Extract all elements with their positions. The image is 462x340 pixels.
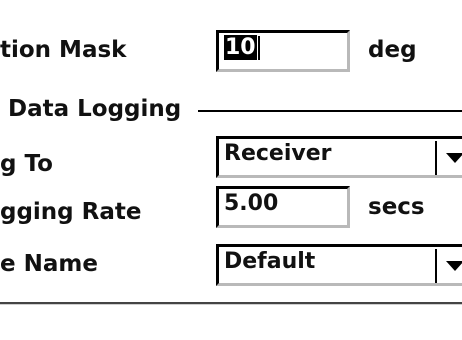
logging-rate-unit: secs [368, 194, 425, 220]
file-name-label: e Name [0, 251, 98, 277]
chevron-down-icon [446, 153, 462, 163]
elevation-mask-input[interactable] [216, 30, 350, 72]
elevation-mask-unit: deg [368, 37, 417, 63]
log-to-value: Receiver [224, 141, 332, 166]
log-to-label: g To [0, 151, 53, 177]
elevation-mask-label: tion Mask [0, 37, 127, 63]
elevation-mask-value: 10 [225, 35, 256, 60]
logging-rate-label: gging Rate [0, 199, 142, 225]
bottom-separator [0, 302, 462, 305]
logging-rate-value: 5.00 [224, 191, 279, 216]
data-logging-section-title: Data Logging [8, 96, 182, 122]
file-name-dropdown-button[interactable] [435, 249, 462, 283]
chevron-down-icon [446, 261, 462, 271]
file-name-value: Default [224, 249, 316, 274]
file-name-dropdown[interactable] [216, 244, 462, 286]
text-cursor [258, 36, 260, 60]
log-to-dropdown-button[interactable] [435, 141, 462, 175]
section-divider [198, 110, 462, 112]
log-to-dropdown[interactable] [216, 136, 462, 178]
logging-rate-input[interactable] [216, 186, 350, 228]
